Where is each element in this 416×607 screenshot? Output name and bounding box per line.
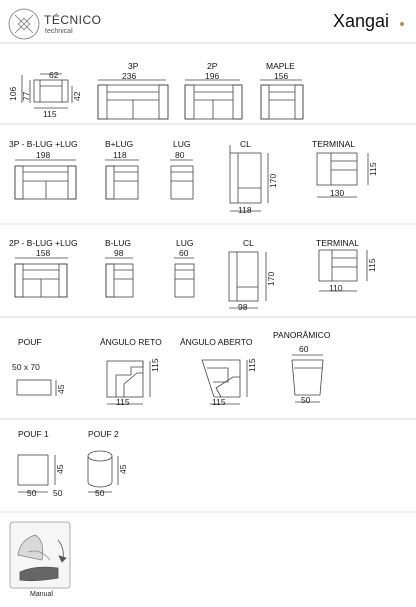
- brand-dot: [400, 22, 404, 26]
- width-b-lug: 98: [114, 248, 124, 258]
- width-cl-118: 118: [238, 205, 252, 215]
- width-3p: 236: [122, 71, 137, 81]
- sofa-2p-blug-lug-drawing: [15, 258, 68, 297]
- label-terminal-130: TERMINAL: [312, 139, 355, 149]
- label-3p-blug-lug: 3P - B-LUG +LUG: [9, 139, 78, 149]
- height-terminal-115-b: 115: [367, 258, 377, 272]
- cl-98-drawing: [229, 252, 266, 308]
- width-terminal-130: 130: [330, 188, 345, 198]
- sofa-2p-drawing: [185, 80, 242, 119]
- height-pouf1: 45: [55, 464, 65, 474]
- label-2p-blug-lug: 2P - B-LUG +LUG: [9, 238, 78, 248]
- width-angulo-reto: 115: [116, 397, 130, 407]
- section-title: TÉCNICO: [44, 13, 102, 27]
- brand-name: Xangai: [333, 11, 390, 31]
- sofa-3p-drawing: [98, 80, 168, 119]
- pouf-drawing: [17, 380, 56, 396]
- label-panoramico: PANORÂMICO: [273, 330, 331, 340]
- height-pouf: 45: [56, 384, 66, 394]
- height-cl-170-b: 170: [266, 271, 276, 286]
- label-cl-98: CL: [243, 238, 254, 248]
- height-angulo-reto: 115: [150, 358, 160, 372]
- height-pouf2: 45: [118, 464, 128, 474]
- label-pouf2: POUF 2: [88, 429, 119, 439]
- manual-recliner-icon: [10, 522, 70, 588]
- label-lug-60: LUG: [176, 238, 194, 248]
- dim-115: 115: [43, 109, 57, 119]
- width-terminal-110: 110: [329, 283, 343, 293]
- label-lug-80: LUG: [173, 139, 191, 149]
- width-cl-98: 98: [238, 302, 248, 312]
- manual-label: Manual: [30, 591, 53, 598]
- width-lug-80: 80: [175, 150, 185, 160]
- width1-pouf1: 50: [27, 488, 37, 498]
- label-b-lug: B-LUG: [105, 238, 131, 248]
- lug-80-drawing: [170, 160, 193, 199]
- terminal-110-drawing: [319, 250, 367, 291]
- b-lug-98-drawing: [105, 258, 133, 297]
- sofa-3p-blug-lug-drawing: [15, 160, 76, 199]
- label-3p: 3P: [128, 61, 139, 71]
- section-subtitle: technical: [45, 28, 73, 35]
- size-pouf: 50 x 70: [12, 362, 40, 372]
- width-pouf2: 50: [95, 488, 105, 498]
- width-panoramico: 50: [301, 395, 311, 405]
- label-terminal-110: TERMINAL: [316, 238, 359, 248]
- top-panoramico: 60: [299, 344, 309, 354]
- width-b-plus-lug: 118: [113, 150, 127, 160]
- label-2p: 2P: [207, 61, 218, 71]
- label-angulo-aberto: ÂNGULO ABERTO: [180, 337, 253, 347]
- label-pouf1: POUF 1: [18, 429, 49, 439]
- dim-42: 42: [72, 91, 82, 101]
- label-angulo-reto: ÂNGULO RETO: [100, 337, 162, 347]
- label-maple: MAPLE: [266, 61, 295, 71]
- dim-77: 77: [21, 91, 31, 101]
- height-angulo-aberto: 115: [247, 358, 257, 372]
- label-b-plus-lug: B+LUG: [105, 139, 134, 149]
- dim-106: 106: [8, 86, 18, 101]
- label-pouf: POUF: [18, 337, 42, 347]
- width-2p-blug-lug: 158: [36, 248, 51, 258]
- technical-logo-icon: [9, 9, 39, 39]
- width-lug-60: 60: [179, 248, 189, 258]
- height-cl-170: 170: [268, 173, 278, 188]
- label-cl-118: CL: [240, 139, 251, 149]
- height-terminal-115: 115: [368, 162, 378, 176]
- pouf2-drawing: [88, 451, 118, 492]
- width2-pouf1: 50: [53, 488, 63, 498]
- maple-drawing: [260, 80, 303, 119]
- width-angulo-aberto: 115: [212, 397, 226, 407]
- width-3p-blug-lug: 198: [36, 150, 51, 160]
- cl-170-drawing: [230, 145, 268, 211]
- pouf1-drawing: [18, 455, 55, 492]
- b-lug-plus-drawing: [105, 160, 139, 199]
- lug-60-drawing: [174, 258, 194, 297]
- width-maple: 156: [274, 71, 289, 81]
- width-2p: 196: [205, 71, 220, 81]
- dim-62: 62: [49, 70, 59, 80]
